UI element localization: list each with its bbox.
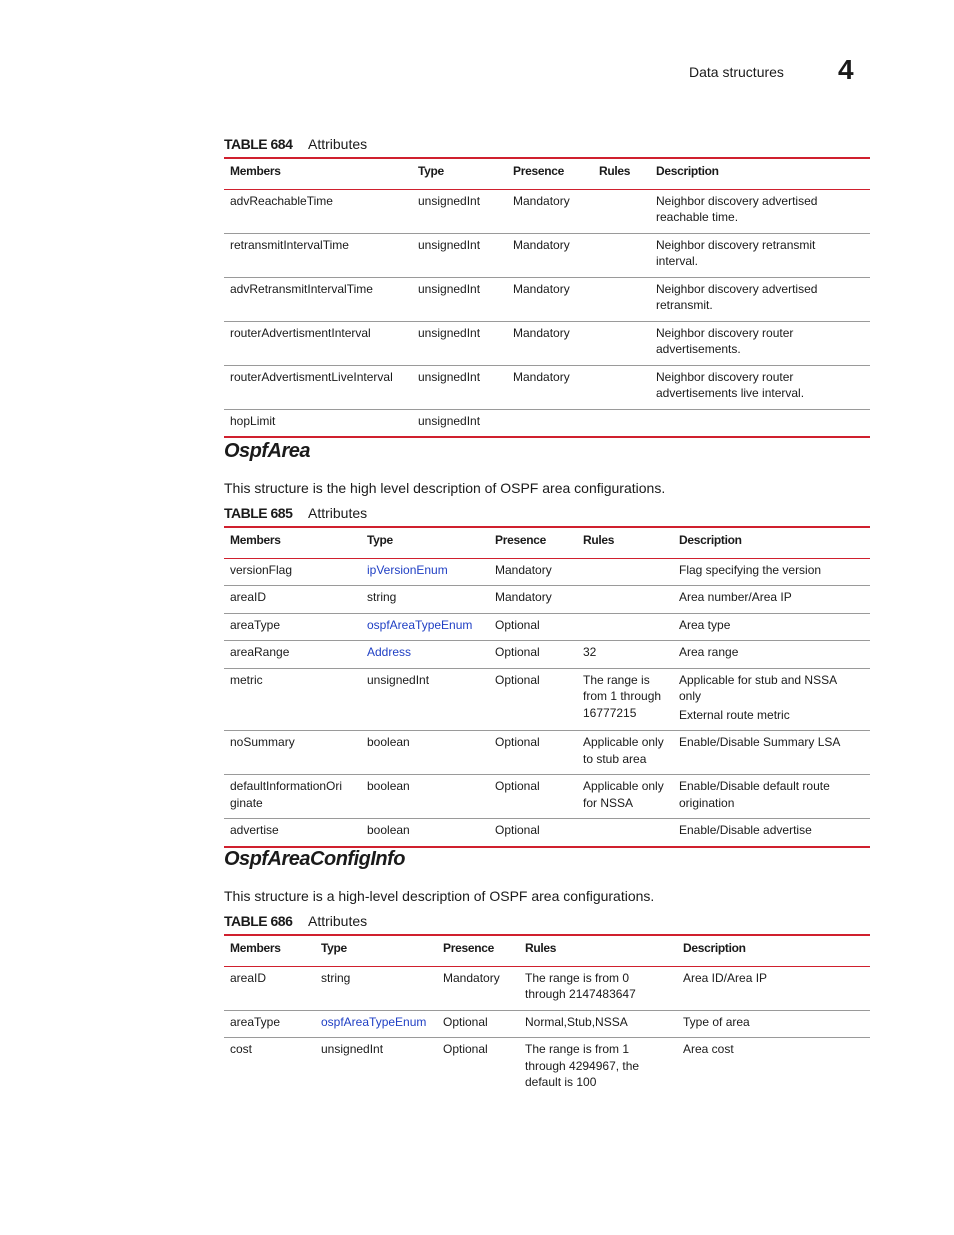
table-header-row [224,935,870,966]
cell-member: areaType [224,613,361,641]
cell-type: unsignedInt [412,189,507,233]
cell-rules [577,558,673,586]
cell-type: boolean [361,819,489,847]
cell-presence: Optional [489,613,577,641]
table-685 [224,526,870,848]
cell-type: unsignedInt [412,321,507,365]
table-row [224,641,870,669]
cell-presence: Optional [489,819,577,847]
cell-description: Type of area [677,1010,870,1038]
table-row [224,613,870,641]
table-row [224,586,870,614]
cell-presence: Mandatory [489,586,577,614]
section-heading-ospfarea: OspfArea [224,440,311,462]
cell-rules [577,613,673,641]
table-row [224,819,870,847]
running-header-section: Data structures [689,64,784,80]
col-header-presence: Presence [507,158,593,189]
cell-member: advRetransmitIntervalTime [224,277,412,321]
cell-member: advReachableTime [224,189,412,233]
cell-description: Neighbor discovery router advertisements live interval. [650,365,870,409]
cell-rules [593,233,650,277]
cell-rules: 32 [577,641,673,669]
cell-presence: Optional [437,1010,519,1038]
cell-type-link[interactable]: ospfAreaTypeEnum [361,613,489,641]
table-row [224,668,870,731]
table-684 [224,157,870,438]
col-header-type: Type [315,935,437,966]
cell-rules: The range is from 1 through 4294967, the default is 100 [525,1042,640,1089]
cell-member: noSummary [224,731,361,775]
chapter-number: 4 [838,54,854,85]
col-header-type: Type [412,158,507,189]
cell-member: areaRange [224,641,361,669]
cell-presence: Mandatory [437,966,519,1010]
cell-presence: Optional [489,731,577,775]
cell-presence: Mandatory [489,558,577,586]
cell-rules: The range is from 0 through 2147483647 [519,966,677,1010]
cell-type: boolean [361,731,489,775]
table-number: TABLE 686 [224,913,293,929]
table-row [224,189,870,233]
section-intro-ospfarea: This structure is the high level description of OSPF area configurations. [224,480,666,496]
col-header-rules: Rules [593,158,650,189]
cell-presence: Mandatory [507,365,593,409]
cell-rules: Normal,Stub,NSSA [519,1010,677,1038]
cell-rules: Applicable only for NSSA [577,775,673,819]
cell-rules [593,277,650,321]
cell-type-link[interactable]: Address [361,641,489,669]
col-header-rules: Rules [577,527,673,558]
table-row [224,321,870,365]
col-header-members: Members [224,158,412,189]
cell-rules [577,819,673,847]
table-685-caption [224,505,367,521]
cell-presence: Mandatory [507,321,593,365]
col-header-type: Type [361,527,489,558]
cell-description: Enable/Disable advertise [673,819,870,847]
section-intro-ospfareaconfiginfo: This structure is a high-level description of OSPF area configurations. [224,888,655,904]
table-row [224,277,870,321]
cell-description: Neighbor discovery advertised retransmit. [650,277,870,321]
cell-rules [593,409,650,437]
cell-description: Flag specifying the version [673,558,870,586]
table-row [224,1038,870,1098]
cell-type-link[interactable]: ipVersionEnum [361,558,489,586]
cell-description [650,409,870,437]
cell-description: Area number/Area IP [673,586,870,614]
cell-member: routerAdvertismentInterval [224,321,412,365]
cell-presence: Optional [443,1042,488,1056]
cell-member: cost [230,1042,253,1056]
cell-description: Area ID/Area IP [677,966,870,1010]
cell-member: advertise [224,819,361,847]
cell-type: unsignedInt [412,277,507,321]
table-number: TABLE 685 [224,505,293,521]
cell-member: hopLimit [224,409,412,437]
table-row [224,775,870,819]
col-header-rules: Rules [519,935,677,966]
cell-presence: Optional [489,641,577,669]
table-row [224,558,870,586]
cell-type: unsignedInt [412,233,507,277]
table-row [224,966,870,1010]
cell-rules: Applicable only to stub area [577,731,673,775]
cell-rules [593,365,650,409]
col-header-members: Members [224,935,315,966]
cell-description: Enable/Disable Summary LSA [673,731,870,775]
cell-rules [577,586,673,614]
table-684-caption [224,136,367,152]
cell-type: unsignedInt [412,365,507,409]
table-title: Attributes [308,913,368,929]
section-heading-ospfareaconfiginfo: OspfAreaConfigInfo [224,848,405,870]
cell-description: Applicable for stub and NSSA only External route metric [673,668,870,731]
cell-description: Neighbor discovery router advertisements. [650,321,870,365]
table-title: Attributes [308,505,368,521]
col-header-description: Description [650,158,870,189]
cell-type: string [361,586,489,614]
cell-presence: Mandatory [507,277,593,321]
cell-type: unsignedInt [412,409,507,437]
cell-rules [593,189,650,233]
cell-description: Area type [673,613,870,641]
cell-rules: The range is from 1 through 16777215 [577,668,673,731]
cell-type: unsignedInt [361,668,489,731]
cell-type: boolean [361,775,489,819]
col-header-members: Members [224,527,361,558]
table-row [224,1010,870,1038]
cell-member: areaType [224,1010,315,1038]
table-number: TABLE 684 [224,136,293,152]
cell-type: string [315,966,437,1010]
cell-type: unsignedInt [321,1042,384,1056]
cell-presence: Optional [489,668,577,731]
cell-description: Neighbor discovery advertised reachable time. [650,189,870,233]
table-row [224,365,870,409]
table-row [224,731,870,775]
table-header-row [224,158,870,189]
table-row [224,233,870,277]
cell-member: areaID [224,966,315,1010]
cell-presence: Optional [489,775,577,819]
cell-presence: Mandatory [507,233,593,277]
cell-member: routerAdvertismentLiveInterval [224,365,412,409]
col-header-presence: Presence [437,935,519,966]
table-686-caption [224,913,367,929]
table-header-row [224,527,870,558]
table-row [224,409,870,437]
col-header-presence: Presence [489,527,577,558]
cell-description: Area cost [683,1042,734,1056]
cell-member: areaID [224,586,361,614]
cell-rules [593,321,650,365]
table-title: Attributes [308,136,368,152]
cell-member: versionFlag [224,558,361,586]
col-header-description: Description [677,935,870,966]
cell-member: retransmitIntervalTime [224,233,412,277]
cell-description: Enable/Disable default route origination [673,775,870,819]
table-686 [224,934,870,1098]
cell-description: Area range [673,641,870,669]
cell-member: metric [224,668,361,731]
cell-presence: Mandatory [507,189,593,233]
cell-description: Neighbor discovery retransmit interval. [650,233,870,277]
cell-member: defaultInformationOri ginate [224,775,361,819]
cell-presence [507,409,593,437]
col-header-description: Description [673,527,870,558]
cell-type-link[interactable]: ospfAreaTypeEnum [315,1010,437,1038]
